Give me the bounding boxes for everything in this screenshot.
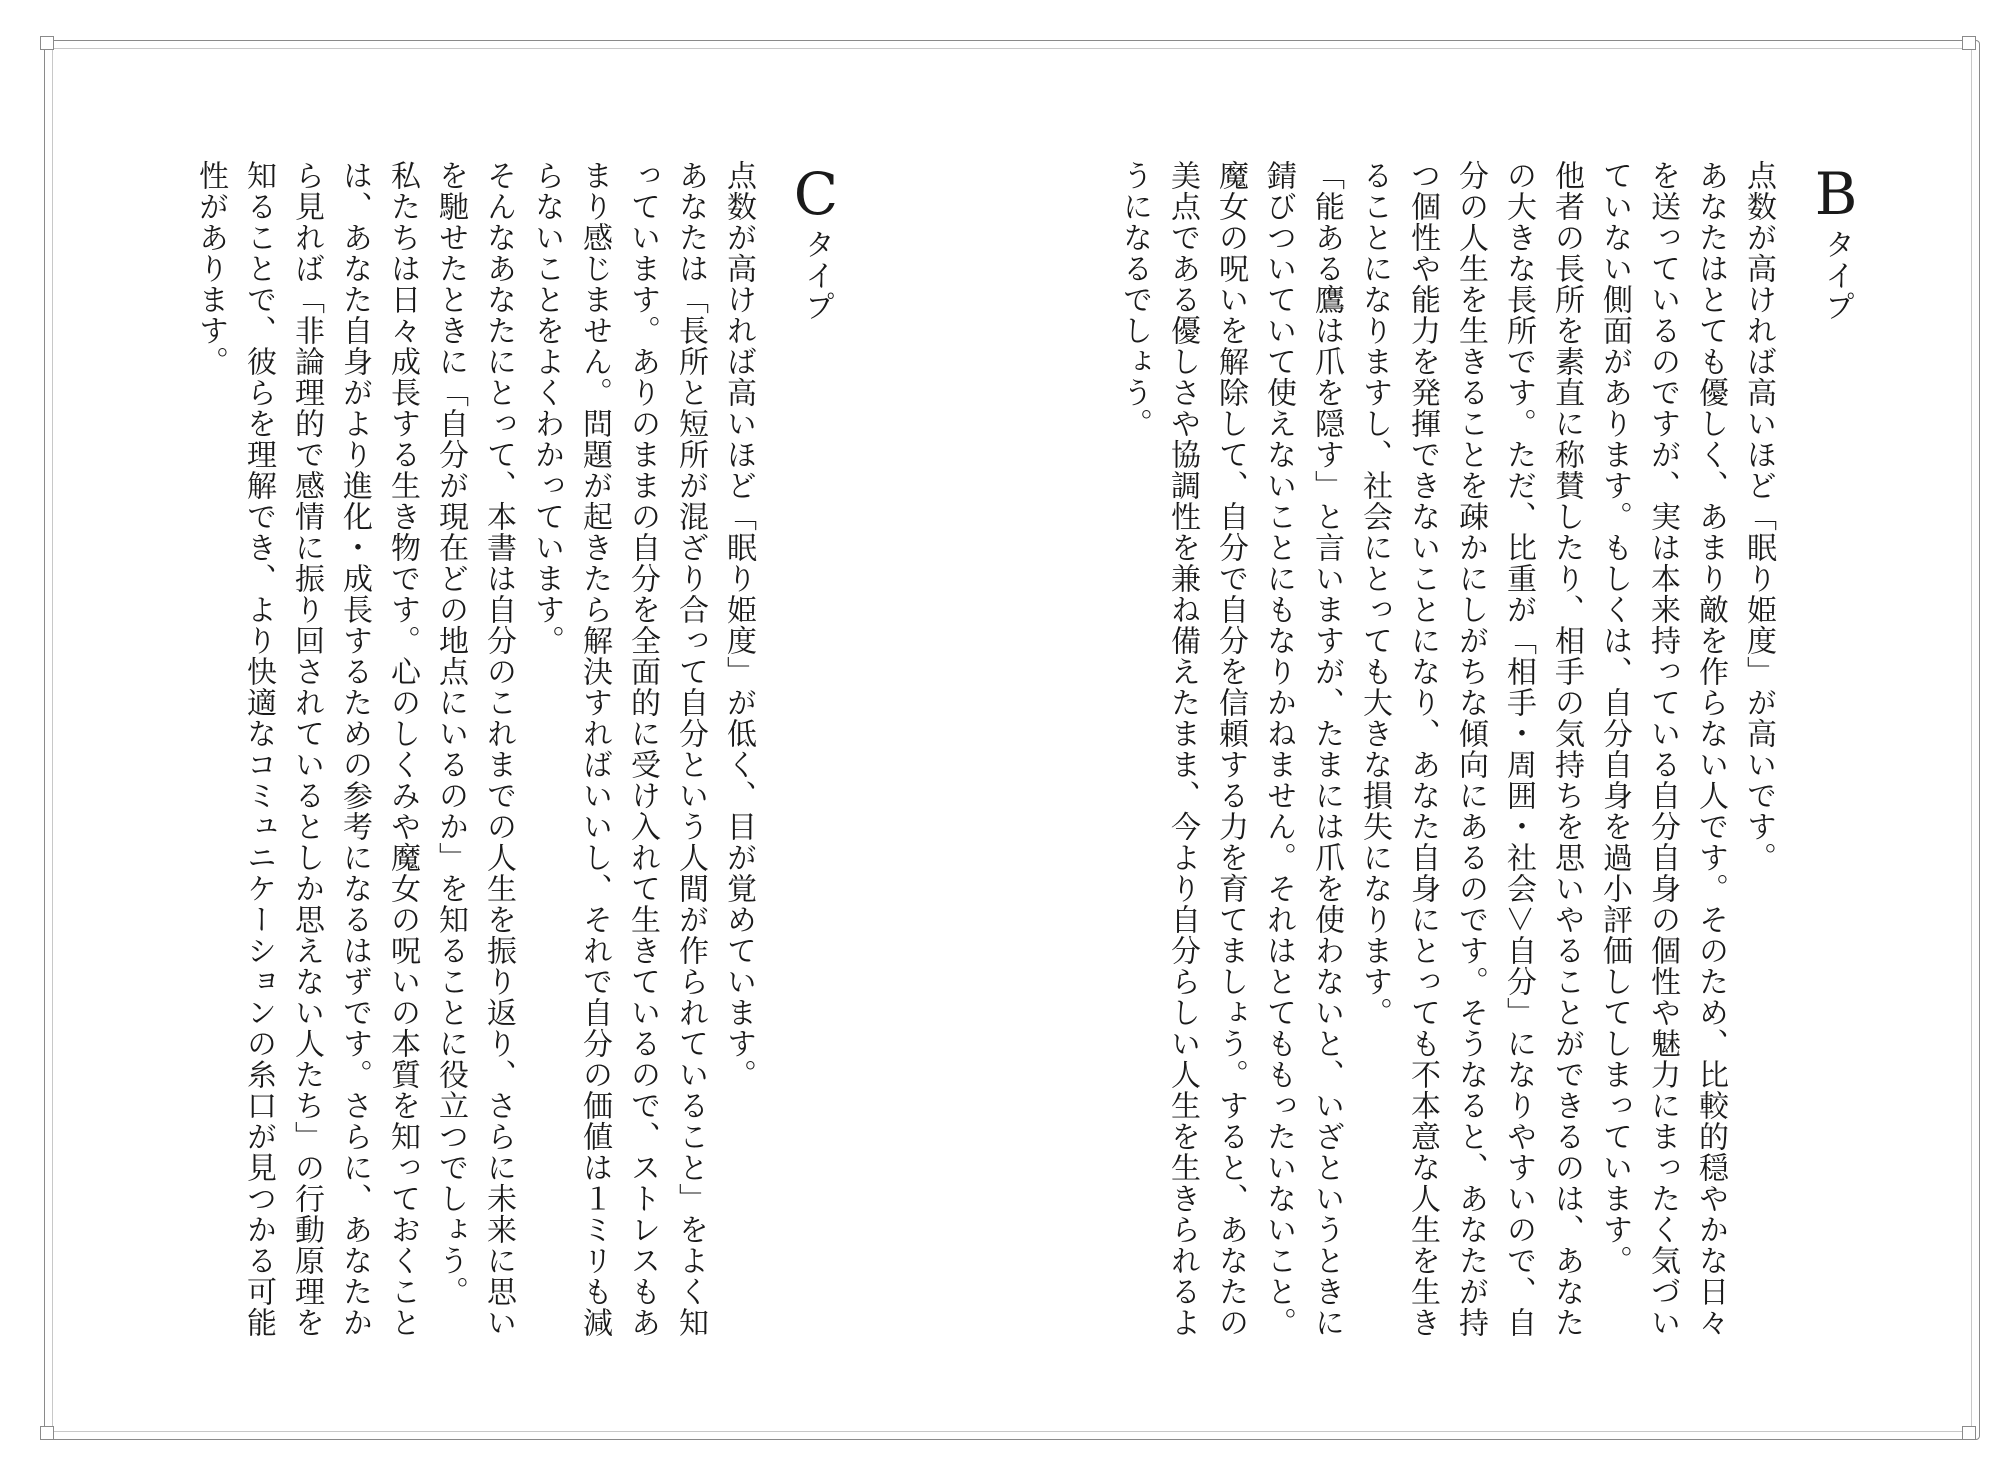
section-type-b — [1106, 160, 1870, 1340]
body-paragraph: 私たちは日々成長する生き物です。心のしくみや魔女の呪いの本質を知っておくことは、あなた自身がより進化・成長するための参考になるはずです。さらに、あなたから見れば「非論理的で感情に振り回されているとしか思えない人たち」の行動原理を知ることで、彼らを理解でき、より快適なコミュニケーションの糸口が見つかる可能性があります。 — [193, 160, 420, 1338]
body-paragraph: 点数が高ければ高いほど「眠り姫度」が高いです。 — [1741, 160, 1776, 873]
heading-letter: C — [782, 160, 850, 229]
section-heading — [782, 160, 850, 1340]
heading-suffix: タイプ — [1819, 229, 1854, 322]
body-paragraph: 他者の長所を素直に称賛したり、相手の気持ちを思いやることができるのは、あなたの大きな長所です。ただ、比重が「相手・周囲・社会＞自分」になりやすいので、自分の人生を生きることを疎かにしがちな傾向にあるのです。そうなると、あなたが持つ個性や能力を発揮できないことになり、あなた自身にとっても不本意な人生を生きることになりますし、社会にとっても大きな損失になります。 — [1357, 160, 1584, 1338]
body-paragraph: あなたは「長所と短所が混ざり合って自分という人間が作られていること」をよく知っています。ありのままの自分を全面的に受け入れて生きているので、ストレスもあまり感じません。問題が起きたら解決すればいいし、それで自分の価値は１ミリも減らないことをよくわかっています。 — [529, 160, 708, 1338]
frame-corner-ornament — [40, 36, 54, 50]
body-paragraph: そんなあなたにとって、本書は自分のこれまでの人生を振り返り、さらに未来に思いを馳せたときに「自分が現在どの地点にいるのか」を知ることに役立つでしょう。 — [433, 160, 516, 1338]
frame-corner-ornament — [1962, 1426, 1976, 1440]
section-type-c — [193, 160, 850, 1340]
frame-corner-ornament — [1962, 36, 1976, 50]
section-heading — [1802, 160, 1870, 1340]
heading-suffix: タイプ — [799, 229, 834, 322]
heading-letter: B — [1802, 160, 1870, 229]
body-paragraph: 点数が高ければ高いほど「眠り姫度」が低く、目が覚めています。 — [721, 160, 756, 1090]
body-paragraph: 「能ある鷹は爪を隠す」と言いますが、たまには爪を使わないと、いざというときに錆びついていて使えないことにもなりかねません。それはとてももったいないこと。魔女の呪いを解除して、自分で自分を信頼する力を育てましょう。すると、あなたの美点である優しさや協調性を兼ね備えたまま、今より自分らしい人生を生きられるようになるでしょう。 — [1117, 160, 1344, 1338]
body-paragraph: あなたはとても優しく、あまり敵を作らない人です。そのため、比較的穏やかな日々を送っているのですが、実は本来持っている自分自身の個性や魅力にまったく気づいていない側面があります。もしくは、自分自身を過小評価してしまっています。 — [1597, 160, 1728, 1338]
frame-corner-ornament — [40, 1426, 54, 1440]
